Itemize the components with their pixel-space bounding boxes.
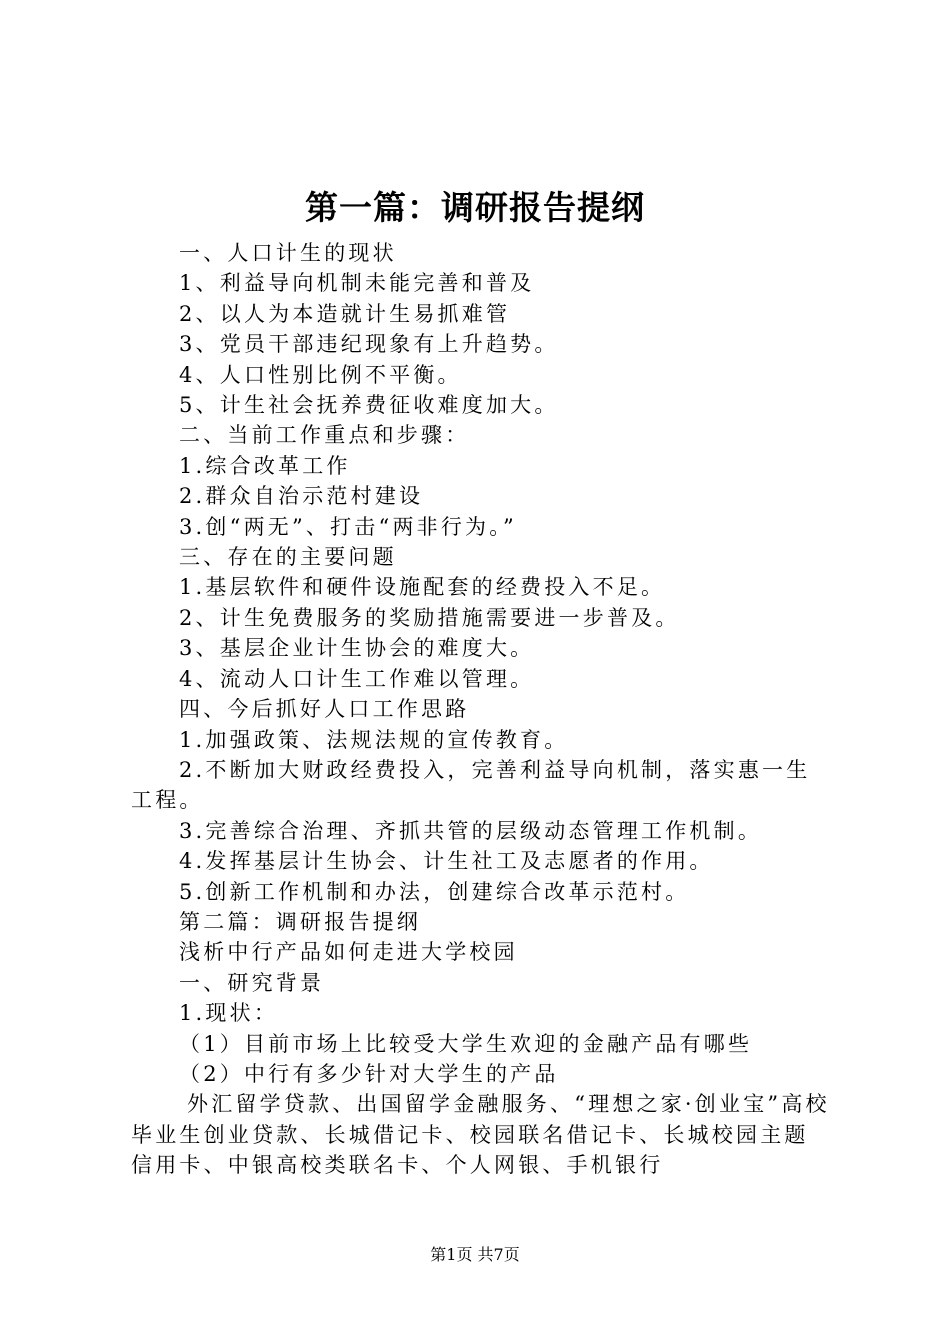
list-item: 2、以人为本造就计生易抓难管 <box>179 301 511 326</box>
document-body <box>131 238 831 1181</box>
list-item: 2.群众自治示范村建设 <box>179 484 424 509</box>
section-heading: 三、存在的主要问题 <box>179 545 397 570</box>
section-heading: 一、人口计生的现状 <box>179 241 397 265</box>
list-item: 1.现状： <box>179 1001 279 1026</box>
list-item: （2）中行有多少针对大学生的产品 <box>179 1061 559 1086</box>
list-item: 1.加强政策、法规法规的宣传教育。 <box>179 727 569 752</box>
list-item: 5.创新工作机制和办法，创建综合改革示范村。 <box>179 879 690 904</box>
list-item: 3.完善综合治理、齐抓共管的层级动态管理工作机制。 <box>179 818 763 843</box>
subtitle: 第二篇：调研报告提纲 <box>179 909 421 934</box>
document-title: 第一篇：调研报告提纲 <box>305 188 645 227</box>
section-heading: 二、当前工作重点和步骤： <box>179 423 470 448</box>
page-number-footer: 第1页 共7页 <box>430 1245 520 1264</box>
list-item: 3.创“两无”、打击“两非行为。” <box>179 514 517 539</box>
list-item: 3、党员干部违纪现象有上升趋势。 <box>179 332 559 357</box>
section-heading: 四、今后抓好人口工作思路 <box>179 697 470 722</box>
list-item: 4、流动人口计生工作难以管理。 <box>179 666 535 691</box>
list-item: 4、人口性别比例不平衡。 <box>179 362 462 387</box>
subtitle: 浅析中行产品如何走进大学校园 <box>179 940 518 965</box>
list-item: 2、计生免费服务的奖励措施需要进一步普及。 <box>179 605 680 630</box>
section-heading: 一、研究背景 <box>179 970 325 995</box>
list-item: 2.不断加大财政经费投入，完善利益导向机制，落实惠一生工程。 <box>131 757 811 813</box>
body-paragraph: 外汇留学贷款、出国留学金融服务、“理想之家·创业宝”高校毕业生创业贷款、长城借记卡、校园联名借记卡、长城校园主题信用卡、中银高校类联名卡、个人网银、手机银行 <box>131 1092 830 1178</box>
list-item: 4.发挥基层计生协会、计生社工及志愿者的作用。 <box>179 849 714 874</box>
list-item: 1.综合改革工作 <box>179 453 351 478</box>
list-item: 3、基层企业计生协会的难度大。 <box>179 636 535 661</box>
list-item: 5、计生社会抚养费征收难度加大。 <box>179 393 559 418</box>
list-item: （1）目前市场上比较受大学生欢迎的金融产品有哪些 <box>179 1031 753 1056</box>
list-item: 1、利益导向机制未能完善和普及 <box>179 271 535 296</box>
list-item: 1.基层软件和硬件设施配套的经费投入不足。 <box>179 575 666 600</box>
